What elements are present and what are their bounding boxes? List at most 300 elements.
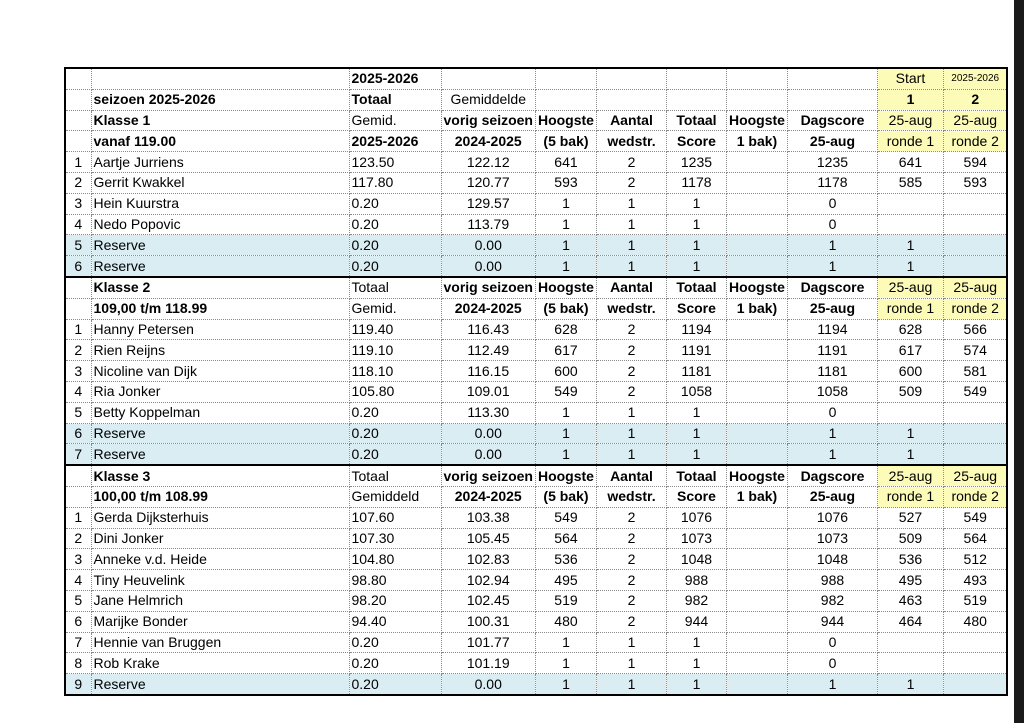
day-score: 0 xyxy=(787,653,877,674)
highest-5: 1 xyxy=(535,256,596,277)
day-score: 1181 xyxy=(787,361,877,382)
empty-cell xyxy=(726,570,787,591)
player-name: Marijke Bonder xyxy=(91,611,349,632)
total-score: 1 xyxy=(666,632,726,653)
total-score: 1 xyxy=(666,235,726,256)
highest-5: 549 xyxy=(535,507,596,528)
vorig-label: vorig seizoen xyxy=(441,110,535,131)
header-row-2 xyxy=(65,89,1007,110)
round-2-score xyxy=(943,235,1007,256)
player-name: Gerda Dijksterhuis xyxy=(91,507,349,528)
highest-5: 495 xyxy=(535,570,596,591)
total-score: 1073 xyxy=(666,528,726,549)
dagscore-sub-label: 25-aug xyxy=(787,486,877,507)
player-row xyxy=(65,507,1007,528)
match-count: 2 xyxy=(596,381,666,402)
empty-cell xyxy=(726,674,787,695)
rank-number: 4 xyxy=(65,570,91,591)
round-1-label: ronde 1 xyxy=(877,131,943,152)
day-score: 1194 xyxy=(787,319,877,340)
aantal-label: Aantal xyxy=(596,465,666,486)
player-average: 98.20 xyxy=(349,590,441,611)
round-1-score: 1 xyxy=(877,235,943,256)
round-2-date: 25-aug xyxy=(943,465,1007,486)
player-name: Reserve xyxy=(91,674,349,695)
match-count: 2 xyxy=(596,611,666,632)
total-score: 1 xyxy=(666,256,726,277)
rank-number: 1 xyxy=(65,152,91,173)
match-count: 1 xyxy=(596,674,666,695)
empty-cell xyxy=(726,214,787,235)
player-average: 0.20 xyxy=(349,214,441,235)
player-row xyxy=(65,361,1007,382)
round-2-score xyxy=(943,193,1007,214)
previous-average: 109.01 xyxy=(441,381,535,402)
empty-cell xyxy=(441,68,535,89)
round-1-score: 585 xyxy=(877,172,943,193)
vorig-sub-label: 2024-2025 xyxy=(441,131,535,152)
round-1-score: 1 xyxy=(877,423,943,444)
round-1-score: 617 xyxy=(877,340,943,361)
player-name: Hein Kuurstra xyxy=(91,193,349,214)
player-average: 98.80 xyxy=(349,570,441,591)
previous-average: 101.77 xyxy=(441,632,535,653)
class-name: Klasse 1 xyxy=(91,110,349,131)
player-average: 123.50 xyxy=(349,152,441,173)
empty-cell xyxy=(726,319,787,340)
player-row xyxy=(65,256,1007,277)
empty-cell xyxy=(726,172,787,193)
class-range: 109,00 t/m 118.99 xyxy=(91,298,349,319)
round-2-date: 25-aug xyxy=(943,277,1007,298)
player-name: Nedo Popovic xyxy=(91,214,349,235)
round-1-score: 464 xyxy=(877,611,943,632)
previous-average: 116.15 xyxy=(441,361,535,382)
total-score: 1 xyxy=(666,402,726,423)
empty-cell xyxy=(65,277,91,298)
round-1-score: 1 xyxy=(877,444,943,465)
round-2-label: ronde 2 xyxy=(943,486,1007,507)
player-average: 118.10 xyxy=(349,361,441,382)
empty-cell xyxy=(787,68,877,89)
empty-cell xyxy=(726,507,787,528)
previous-average: 0.00 xyxy=(441,444,535,465)
day-score: 988 xyxy=(787,570,877,591)
dagscore-label: Dagscore xyxy=(787,277,877,298)
day-score: 1 xyxy=(787,256,877,277)
player-row xyxy=(65,570,1007,591)
day-score: 1191 xyxy=(787,340,877,361)
round-2-score: 564 xyxy=(943,528,1007,549)
hoogste-sub-label: (5 bak) xyxy=(535,298,596,319)
class-range: 100,00 t/m 108.99 xyxy=(91,486,349,507)
highest-5: 1 xyxy=(535,235,596,256)
start-label: Start xyxy=(877,68,943,89)
round-1-score: 536 xyxy=(877,549,943,570)
rank-number: 6 xyxy=(65,423,91,444)
player-name: Hennie van Bruggen xyxy=(91,632,349,653)
class-header-row xyxy=(65,277,1007,298)
aantal-sub-label: wedstr. xyxy=(596,486,666,507)
empty-cell xyxy=(65,68,91,89)
empty-cell xyxy=(65,298,91,319)
player-row xyxy=(65,193,1007,214)
aantal-label: Aantal xyxy=(596,277,666,298)
day-score: 0 xyxy=(787,214,877,235)
previous-average: 103.38 xyxy=(441,507,535,528)
empty-cell xyxy=(91,68,349,89)
round-2-score: 519 xyxy=(943,590,1007,611)
hoogste-label: Hoogste xyxy=(535,465,596,486)
player-name: Reserve xyxy=(91,235,349,256)
player-name: Nicoline van Dijk xyxy=(91,361,349,382)
day-score: 944 xyxy=(787,611,877,632)
player-name: Reserve xyxy=(91,444,349,465)
empty-cell xyxy=(787,89,877,110)
class-name: Klasse 3 xyxy=(91,465,349,486)
day-score: 1 xyxy=(787,674,877,695)
round-1-score: 641 xyxy=(877,152,943,173)
empty-cell xyxy=(666,89,726,110)
round-1-number: 1 xyxy=(877,89,943,110)
page-edge xyxy=(1014,0,1024,723)
empty-cell xyxy=(726,361,787,382)
highest-5: 593 xyxy=(535,172,596,193)
match-count: 2 xyxy=(596,319,666,340)
class-subheader-row xyxy=(65,486,1007,507)
previous-average: 122.12 xyxy=(441,152,535,173)
standings-table xyxy=(64,67,1008,696)
previous-average: 0.00 xyxy=(441,235,535,256)
player-average: 0.20 xyxy=(349,444,441,465)
dagscore-sub-label: 25-aug xyxy=(787,298,877,319)
player-name: Rob Krake xyxy=(91,653,349,674)
rank-number: 7 xyxy=(65,632,91,653)
empty-cell xyxy=(726,152,787,173)
player-average: 117.80 xyxy=(349,172,441,193)
round-2-score xyxy=(943,214,1007,235)
highest-5: 549 xyxy=(535,381,596,402)
round-1-score xyxy=(877,214,943,235)
highest-5: 519 xyxy=(535,590,596,611)
empty-cell xyxy=(726,611,787,632)
player-row xyxy=(65,402,1007,423)
player-average: 0.20 xyxy=(349,235,441,256)
hoogste1-label: Hoogste xyxy=(726,277,787,298)
total-score: 1191 xyxy=(666,340,726,361)
rank-number: 4 xyxy=(65,381,91,402)
empty-cell xyxy=(726,444,787,465)
round-2-score: 493 xyxy=(943,570,1007,591)
totaal-sub-label: Score xyxy=(666,298,726,319)
rank-number: 1 xyxy=(65,507,91,528)
player-average: 119.10 xyxy=(349,340,441,361)
player-average: 104.80 xyxy=(349,549,441,570)
round-2-score xyxy=(943,674,1007,695)
vorig-sub-label: 2024-2025 xyxy=(441,298,535,319)
match-count: 1 xyxy=(596,444,666,465)
player-name: Jane Helmrich xyxy=(91,590,349,611)
total-score: 1 xyxy=(666,444,726,465)
round-2-score xyxy=(943,632,1007,653)
empty-cell xyxy=(726,256,787,277)
empty-cell xyxy=(726,590,787,611)
player-row xyxy=(65,611,1007,632)
dagscore-label: Dagscore xyxy=(787,465,877,486)
round-2-score: 593 xyxy=(943,172,1007,193)
empty-cell xyxy=(726,89,787,110)
previous-average: 100.31 xyxy=(441,611,535,632)
rank-number: 3 xyxy=(65,193,91,214)
round-2-score: 480 xyxy=(943,611,1007,632)
hoogste1-label: Hoogste xyxy=(726,465,787,486)
player-row xyxy=(65,632,1007,653)
empty-cell xyxy=(726,193,787,214)
round-2-score: 549 xyxy=(943,381,1007,402)
player-average: 0.20 xyxy=(349,256,441,277)
match-count: 2 xyxy=(596,361,666,382)
totaal-label: Totaal xyxy=(666,110,726,131)
round-1-score xyxy=(877,402,943,423)
player-name: Betty Koppelman xyxy=(91,402,349,423)
player-average: 107.60 xyxy=(349,507,441,528)
hoogste-sub-label: (5 bak) xyxy=(535,131,596,152)
player-name: Anneke v.d. Heide xyxy=(91,549,349,570)
class-subheader-row xyxy=(65,131,1007,152)
total-score: 1048 xyxy=(666,549,726,570)
round-1-score xyxy=(877,653,943,674)
round-1-score: 509 xyxy=(877,528,943,549)
empty-cell xyxy=(726,528,787,549)
highest-5: 536 xyxy=(535,549,596,570)
day-score: 0 xyxy=(787,632,877,653)
class-subheader-row xyxy=(65,298,1007,319)
round-1-score: 628 xyxy=(877,319,943,340)
rank-number: 3 xyxy=(65,549,91,570)
highest-5: 1 xyxy=(535,193,596,214)
rank-number: 6 xyxy=(65,611,91,632)
round-1-score: 495 xyxy=(877,570,943,591)
round-1-label: ronde 1 xyxy=(877,298,943,319)
previous-average: 102.83 xyxy=(441,549,535,570)
match-count: 1 xyxy=(596,402,666,423)
round-2-score: 566 xyxy=(943,319,1007,340)
day-score: 1076 xyxy=(787,507,877,528)
hoogste-sub-label: (5 bak) xyxy=(535,486,596,507)
round-2-score xyxy=(943,444,1007,465)
aantal-sub-label: wedstr. xyxy=(596,131,666,152)
highest-5: 1 xyxy=(535,423,596,444)
player-name: Tiny Heuvelink xyxy=(91,570,349,591)
gem-sub-label: 2025-2026 xyxy=(349,131,441,152)
round-2-date: 25-aug xyxy=(943,110,1007,131)
player-average: 0.20 xyxy=(349,193,441,214)
round-1-score: 509 xyxy=(877,381,943,402)
player-row xyxy=(65,653,1007,674)
player-row xyxy=(65,528,1007,549)
total-score: 1194 xyxy=(666,319,726,340)
season-small: 2025-2026 xyxy=(943,68,1007,89)
gem-label: Gemiddeld xyxy=(349,486,441,507)
player-average: 0.20 xyxy=(349,653,441,674)
player-row xyxy=(65,549,1007,570)
empty-cell xyxy=(726,653,787,674)
match-count: 2 xyxy=(596,340,666,361)
rank-number: 5 xyxy=(65,235,91,256)
hoogste1-sub-label: 1 bak) xyxy=(726,486,787,507)
match-count: 2 xyxy=(596,528,666,549)
round-2-score: 574 xyxy=(943,340,1007,361)
player-row xyxy=(65,214,1007,235)
totaal-sub-label: Score xyxy=(666,486,726,507)
gem-top-label: Totaal xyxy=(349,465,441,486)
class-header-row xyxy=(65,110,1007,131)
day-score: 0 xyxy=(787,402,877,423)
highest-5: 1 xyxy=(535,653,596,674)
totaal-label: Totaal xyxy=(666,277,726,298)
day-score: 982 xyxy=(787,590,877,611)
empty-cell xyxy=(65,486,91,507)
previous-average: 129.57 xyxy=(441,193,535,214)
day-score: 1 xyxy=(787,235,877,256)
total-score: 1178 xyxy=(666,172,726,193)
total-score: 1235 xyxy=(666,152,726,173)
hoogste1-sub-label: 1 bak) xyxy=(726,131,787,152)
rank-number: 5 xyxy=(65,402,91,423)
previous-average: 116.43 xyxy=(441,319,535,340)
player-name: Rien Reijns xyxy=(91,340,349,361)
player-average: 0.20 xyxy=(349,632,441,653)
aantal-label: Aantal xyxy=(596,110,666,131)
round-2-label: ronde 2 xyxy=(943,298,1007,319)
gem-top-label: Totaal xyxy=(349,277,441,298)
hoogste-label: Hoogste xyxy=(535,110,596,131)
empty-cell xyxy=(596,68,666,89)
highest-5: 1 xyxy=(535,632,596,653)
round-1-score xyxy=(877,632,943,653)
total-score: 1 xyxy=(666,214,726,235)
previous-average: 113.79 xyxy=(441,214,535,235)
totaal-header: Totaal xyxy=(349,89,441,110)
highest-5: 641 xyxy=(535,152,596,173)
previous-average: 105.45 xyxy=(441,528,535,549)
player-row xyxy=(65,381,1007,402)
round-1-score: 600 xyxy=(877,361,943,382)
class-header-row xyxy=(65,465,1007,486)
previous-average: 101.19 xyxy=(441,653,535,674)
match-count: 2 xyxy=(596,570,666,591)
vorig-label: vorig seizoen xyxy=(441,277,535,298)
player-average: 107.30 xyxy=(349,528,441,549)
rank-number: 8 xyxy=(65,653,91,674)
round-1-score xyxy=(877,193,943,214)
rank-number: 2 xyxy=(65,340,91,361)
round-1-label: ronde 1 xyxy=(877,486,943,507)
hoogste1-sub-label: 1 bak) xyxy=(726,298,787,319)
day-score: 1058 xyxy=(787,381,877,402)
round-2-label: ronde 2 xyxy=(943,131,1007,152)
previous-average: 112.49 xyxy=(441,340,535,361)
empty-cell xyxy=(726,402,787,423)
rank-number: 2 xyxy=(65,528,91,549)
total-score: 982 xyxy=(666,590,726,611)
round-1-score: 527 xyxy=(877,507,943,528)
class-range: vanaf 119.00 xyxy=(91,131,349,152)
player-name: Ria Jonker xyxy=(91,381,349,402)
round-2-score: 512 xyxy=(943,549,1007,570)
day-score: 1073 xyxy=(787,528,877,549)
empty-cell xyxy=(65,131,91,152)
round-1-date: 25-aug xyxy=(877,277,943,298)
table-body xyxy=(65,68,1007,695)
player-row xyxy=(65,590,1007,611)
round-1-score: 1 xyxy=(877,256,943,277)
match-count: 2 xyxy=(596,152,666,173)
day-score: 1 xyxy=(787,444,877,465)
empty-cell xyxy=(726,423,787,444)
match-count: 1 xyxy=(596,256,666,277)
round-2-score xyxy=(943,653,1007,674)
highest-5: 1 xyxy=(535,214,596,235)
round-2-score xyxy=(943,256,1007,277)
player-row xyxy=(65,674,1007,695)
empty-cell xyxy=(726,68,787,89)
match-count: 2 xyxy=(596,549,666,570)
player-name: Reserve xyxy=(91,256,349,277)
vorig-label: vorig seizoen xyxy=(441,465,535,486)
rank-number: 3 xyxy=(65,361,91,382)
total-score: 1 xyxy=(666,674,726,695)
season-title: seizoen 2025-2026 xyxy=(91,89,349,110)
header-row-1 xyxy=(65,68,1007,89)
totaal-sub-label: Score xyxy=(666,131,726,152)
rank-number: 4 xyxy=(65,214,91,235)
total-score: 1 xyxy=(666,423,726,444)
player-average: 0.20 xyxy=(349,423,441,444)
day-score: 1235 xyxy=(787,152,877,173)
player-name: Gerrit Kwakkel xyxy=(91,172,349,193)
rank-number: 1 xyxy=(65,319,91,340)
day-score: 0 xyxy=(787,193,877,214)
day-score: 1048 xyxy=(787,549,877,570)
gemiddelde-header: Gemiddelde xyxy=(441,89,535,110)
round-1-score: 463 xyxy=(877,590,943,611)
gem-label: Gemid. xyxy=(349,110,441,131)
day-score: 1 xyxy=(787,423,877,444)
highest-5: 564 xyxy=(535,528,596,549)
previous-average: 120.77 xyxy=(441,172,535,193)
player-average: 0.20 xyxy=(349,674,441,695)
player-row xyxy=(65,235,1007,256)
round-1-date: 25-aug xyxy=(877,110,943,131)
match-count: 2 xyxy=(596,590,666,611)
player-name: Hanny Petersen xyxy=(91,319,349,340)
previous-average: 0.00 xyxy=(441,674,535,695)
empty-cell xyxy=(535,68,596,89)
previous-average: 102.94 xyxy=(441,570,535,591)
empty-cell xyxy=(726,381,787,402)
rank-number: 2 xyxy=(65,172,91,193)
vorig-sub-label: 2024-2025 xyxy=(441,486,535,507)
empty-cell xyxy=(666,68,726,89)
empty-cell xyxy=(726,549,787,570)
aantal-sub-label: wedstr. xyxy=(596,298,666,319)
empty-cell xyxy=(726,235,787,256)
previous-average: 102.45 xyxy=(441,590,535,611)
gem-label: Gemid. xyxy=(349,298,441,319)
rank-number: 9 xyxy=(65,674,91,695)
rank-number: 7 xyxy=(65,444,91,465)
